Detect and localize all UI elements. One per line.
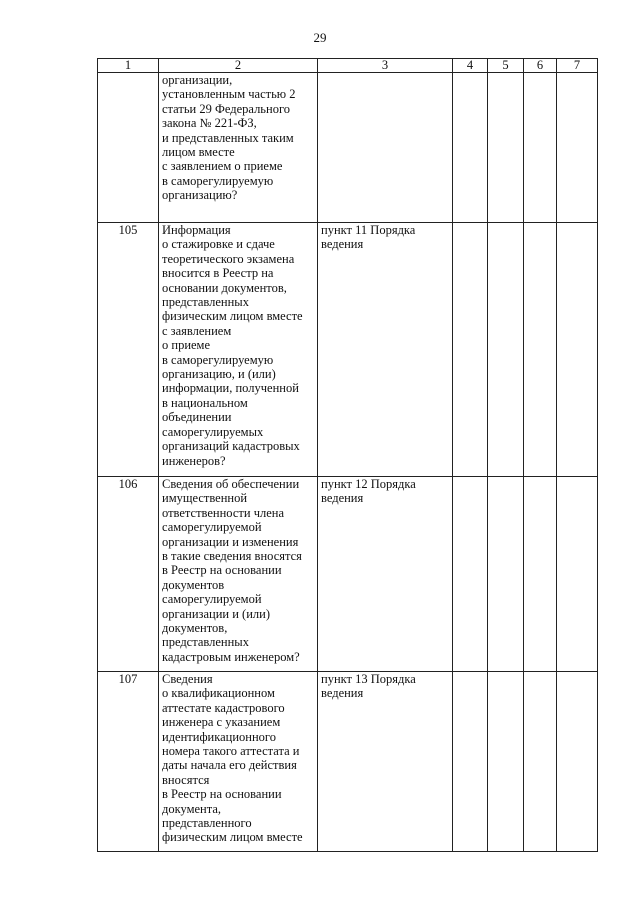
checklist-table (97, 58, 598, 852)
empty-cell (488, 477, 524, 672)
page-number: 29 (313, 30, 327, 45)
header-row (98, 59, 598, 73)
row-question: Информация о стажировке и сдаче теоретического экзамена вносится в Реестр на основании документов, представленных физическим лицом вместе с заявлением о приеме в саморегулируемую организацию, и (или) информации, полученной в национальном объединении саморегулируемых организаций кадастровых инженеров? (159, 223, 318, 477)
row-reference: пункт 11 Порядка ведения (318, 223, 453, 477)
row-reference (318, 73, 453, 223)
empty-cell (557, 477, 598, 672)
empty-cell (524, 223, 557, 477)
table-row (98, 223, 598, 477)
row-number: 107 (98, 672, 159, 852)
empty-cell (557, 73, 598, 223)
column-header: 4 (453, 59, 488, 73)
empty-cell (453, 223, 488, 477)
column-header: 3 (318, 59, 453, 73)
row-reference: пункт 12 Порядка ведения (318, 477, 453, 672)
empty-cell (524, 73, 557, 223)
table-row (98, 477, 598, 672)
column-header: 5 (488, 59, 524, 73)
row-reference: пункт 13 Порядка ведения (318, 672, 453, 852)
empty-cell (453, 672, 488, 852)
row-question: организации, установленным частью 2 статьи 29 Федерального закона № 221-ФЗ, и представленных таким лицом вместе с заявлением о приеме в саморегулируемую организацию? (159, 73, 318, 223)
row-question: Сведения об обеспечении имущественной ответственности члена саморегулируемой организации и изменения в такие сведения вносятся в Реестр на основании документов саморегулируемой организации и (или) документов, представленных кадастровым инженером? (159, 477, 318, 672)
row-number: 105 (98, 223, 159, 477)
row-question: Сведения о квалификационном аттестате кадастрового инженера с указанием идентификационного номера такого аттестата и даты начала его действия вносятся в Реестр на основании документа, представленного физическим лицом вместе (159, 672, 318, 852)
empty-cell (488, 73, 524, 223)
empty-cell (488, 223, 524, 477)
empty-cell (557, 223, 598, 477)
column-header: 1 (98, 59, 159, 73)
column-header: 6 (524, 59, 557, 73)
row-number (98, 73, 159, 223)
empty-cell (524, 477, 557, 672)
empty-cell (453, 73, 488, 223)
column-header: 7 (557, 59, 598, 73)
table-row (98, 672, 598, 852)
table-row (98, 73, 598, 223)
empty-cell (488, 672, 524, 852)
row-number: 106 (98, 477, 159, 672)
empty-cell (557, 672, 598, 852)
empty-cell (453, 477, 488, 672)
empty-cell (524, 672, 557, 852)
column-header: 2 (159, 59, 318, 73)
